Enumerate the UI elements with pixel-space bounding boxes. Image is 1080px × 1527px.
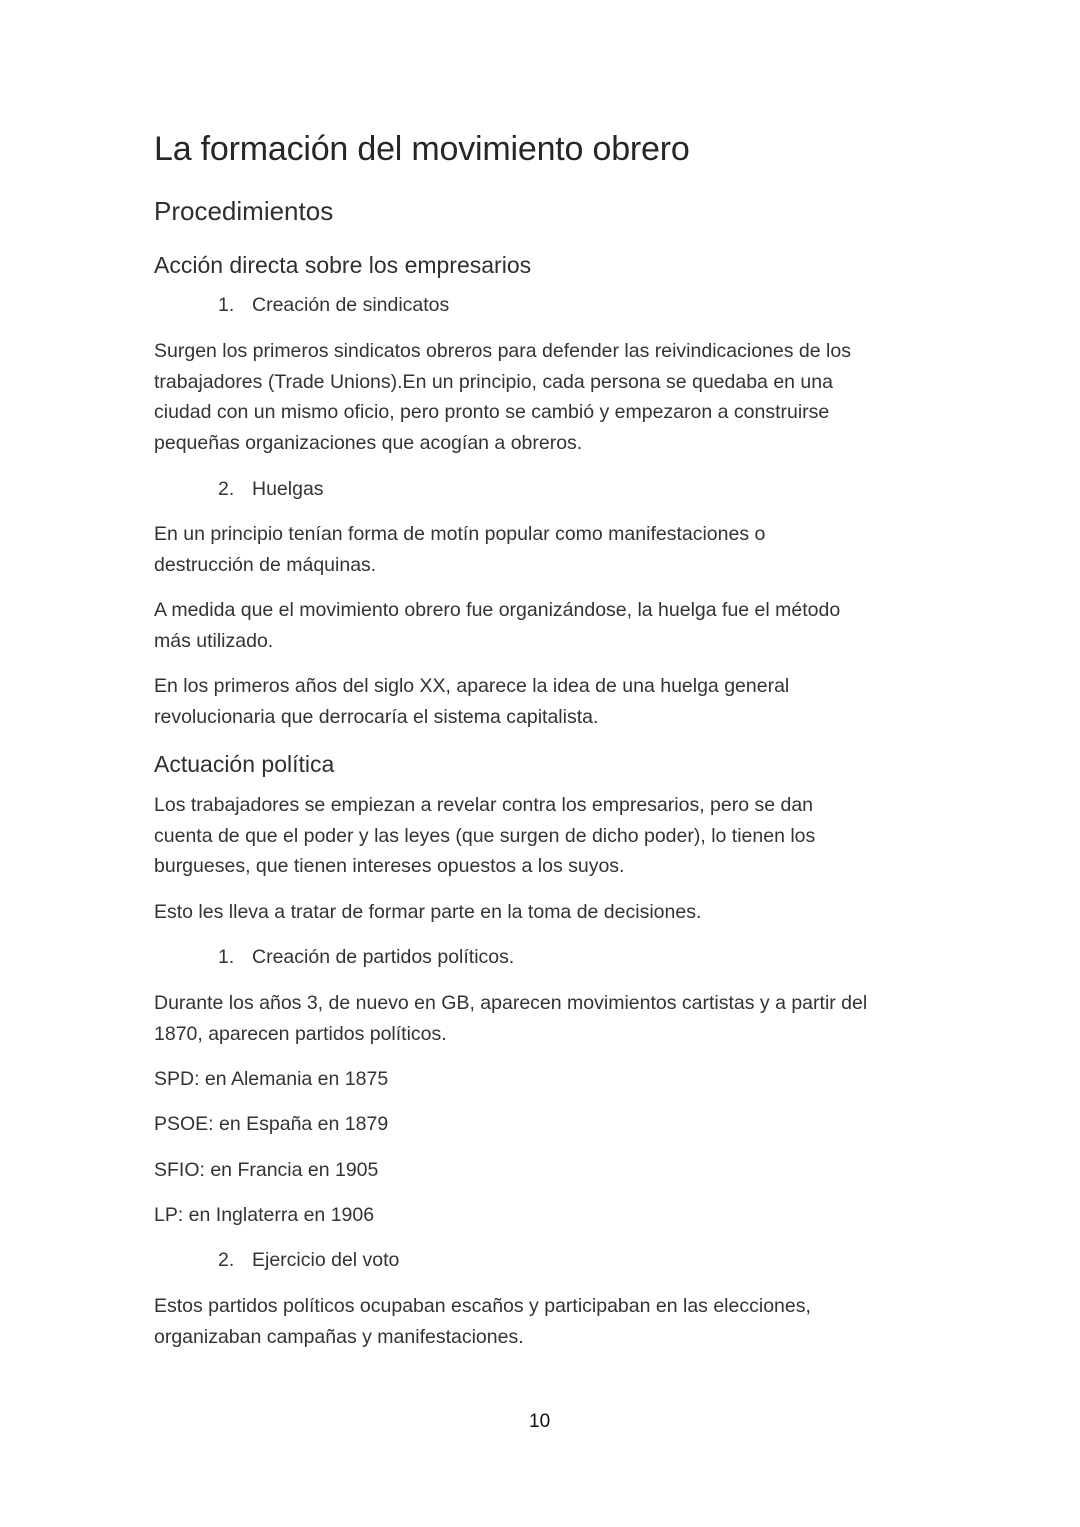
list-label: Ejercicio del voto — [252, 1249, 400, 1271]
list-item-huelgas — [218, 478, 324, 501]
page-title: La formación del movimiento obrero — [154, 130, 690, 168]
party-lp: LP: en Inglaterra en 1906 — [154, 1204, 375, 1226]
text-line: A medida que el movimiento obrero fue organizándose, la huelga fue el método — [154, 599, 841, 621]
list-number: 2. — [218, 478, 235, 500]
text-line: Durante los años 3, de nuevo en GB, aparecen movimientos cartistas y a partir del — [154, 992, 868, 1014]
list-item-partidos-politicos — [218, 946, 514, 969]
text-line: Los trabajadores se empiezan a revelar contra los empresarios, pero se dan — [154, 794, 814, 816]
list-label: Creación de sindicatos — [252, 294, 450, 316]
text-line: Estos partidos políticos ocupaban escaños y participaban en las elecciones, — [154, 1295, 811, 1317]
paragraph-actuacion-2: Esto les lleva a tratar de formar parte en la toma de decisiones. — [154, 901, 702, 923]
list-number: 2. — [218, 1249, 235, 1271]
text-line: Surgen los primeros sindicatos obreros para defender las reivindicaciones de los — [154, 340, 851, 362]
text-line: revolucionaria que derrocaría el sistema capitalista. — [154, 705, 599, 728]
text-line: 1870, aparecen partidos políticos. — [154, 1022, 447, 1045]
text-line: cuenta de que el poder y las leyes (que surgen de dicho poder), lo tienen los — [154, 824, 816, 847]
paragraph-huelgas-2 — [154, 595, 840, 656]
party-sfio: SFIO: en Francia en 1905 — [154, 1159, 379, 1181]
list-label: Huelgas — [252, 478, 324, 500]
list-number: 1. — [218, 294, 235, 316]
paragraph-partidos — [154, 988, 867, 1049]
heading-accion-directa: Acción directa sobre los empresarios — [154, 252, 532, 278]
list-item-ejercicio-voto — [218, 1249, 399, 1272]
paragraph-huelgas-1 — [154, 519, 765, 580]
text-line: burgueses, que tienen intereses opuestos a los suyos. — [154, 855, 625, 878]
list-number: 1. — [218, 946, 235, 968]
party-spd: SPD: en Alemania en 1875 — [154, 1068, 389, 1090]
section-title-procedimientos: Procedimientos — [154, 196, 334, 226]
text-line: organizaban campañas y manifestaciones. — [154, 1325, 524, 1348]
heading-actuacion-politica: Actuación política — [154, 751, 335, 777]
text-line: ciudad con un mismo oficio, pero pronto se cambió y empezaron a construirse — [154, 401, 830, 424]
paragraph-sindicatos — [154, 336, 851, 459]
paragraph-actuacion-1 — [154, 790, 815, 882]
text-line: destrucción de máquinas. — [154, 553, 377, 576]
paragraph-voto — [154, 1291, 811, 1352]
party-psoe: PSOE: en España en 1879 — [154, 1113, 389, 1135]
text-line: En un principio tenían forma de motín popular como manifestaciones o — [154, 523, 766, 545]
page-number: 10 — [529, 1411, 551, 1432]
list-label: Creación de partidos políticos. — [252, 946, 515, 968]
text-line: trabajadores (Trade Unions).En un principio, cada persona se quedaba en una — [154, 370, 833, 393]
text-line: más utilizado. — [154, 629, 274, 652]
text-line: En los primeros años del siglo XX, aparece la idea de una huelga general — [154, 675, 790, 697]
list-item-creacion-sindicatos — [218, 294, 449, 317]
text-line: pequeñas organizaciones que acogían a obreros. — [154, 432, 583, 455]
paragraph-huelgas-3 — [154, 671, 789, 732]
